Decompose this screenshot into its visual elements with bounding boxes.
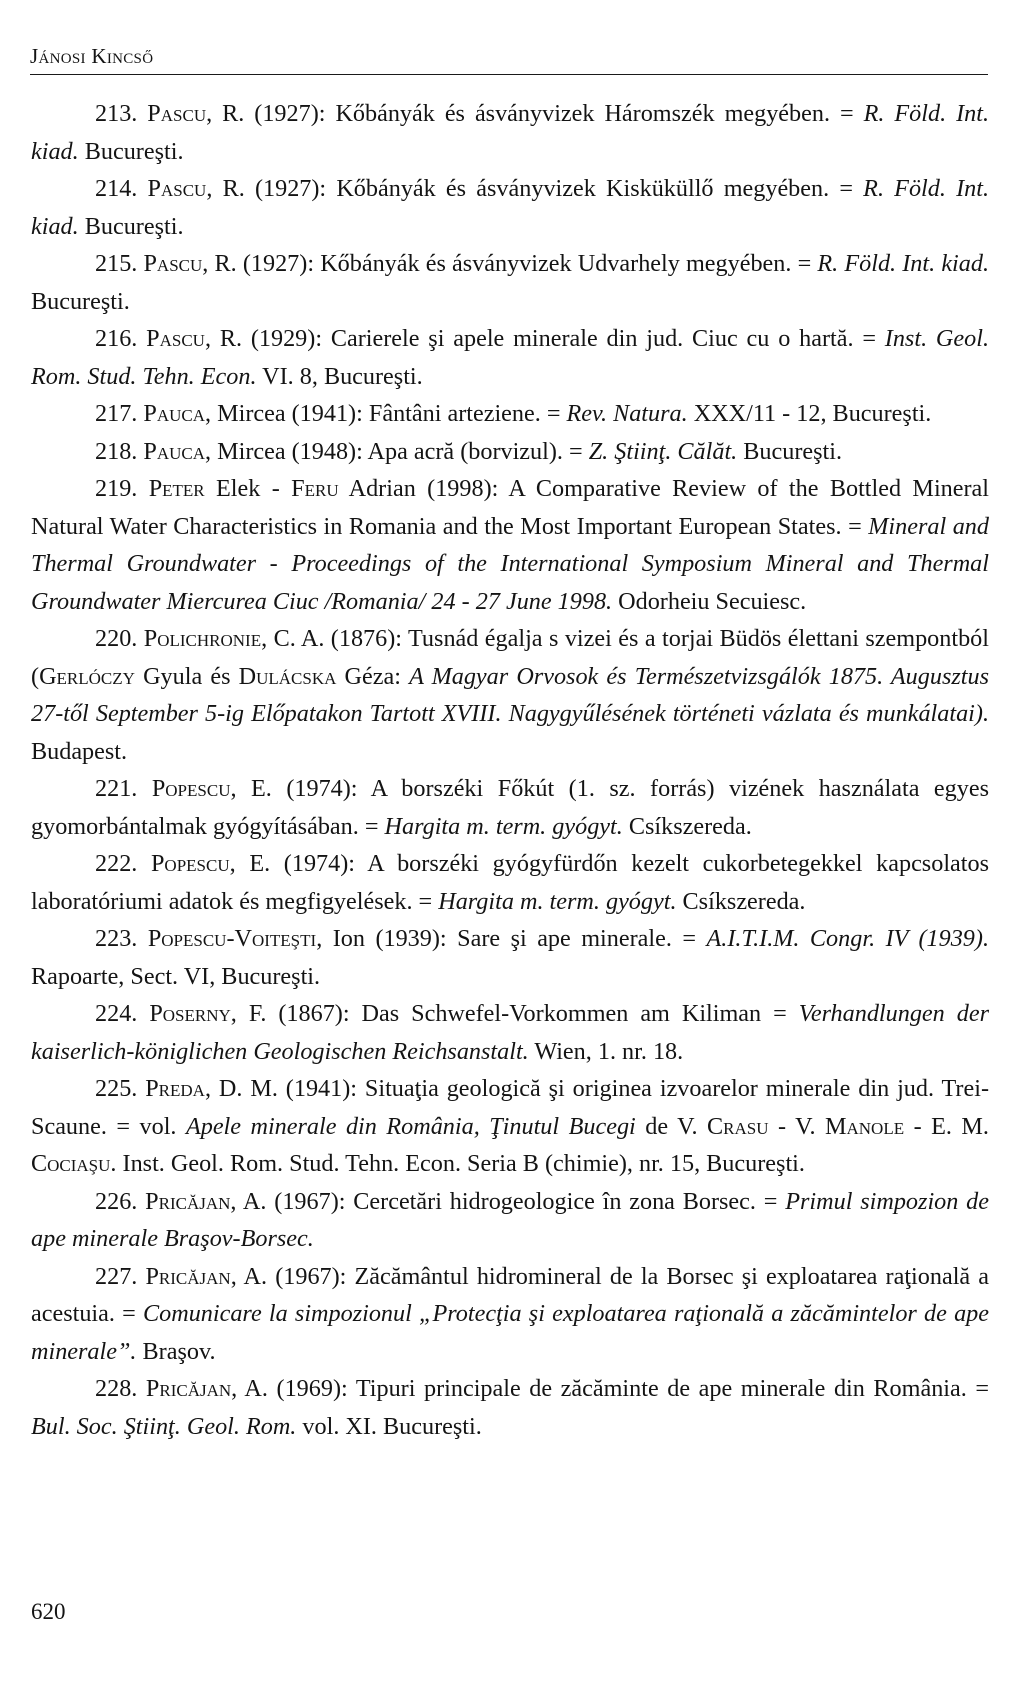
journal-title: Bul. Soc. Ştiinţ. Geol. Rom. (31, 1412, 297, 1440)
header-rule (30, 74, 988, 75)
bibliography-entry-227: 227. Pricăjan, A. (1967): Zăcământul hidromineral de la Borsec şi exploatarea raţională a acestuia. = Comunicare la simpozionul „Protecţia şi exploatarea raţională a zăcămintelor de ape minerale”. Braşov. (31, 1262, 990, 1365)
journal-title: Hargita m. term. gyógyt. (438, 887, 677, 915)
author-name: Pauca (143, 437, 205, 465)
author-name: Peter (148, 475, 205, 502)
author-name: Manole (824, 1112, 905, 1140)
author-name: Pascu (146, 325, 205, 352)
author-name: Cociaşu (31, 1150, 111, 1177)
journal-title: Hargita m. term. gyógyt. (384, 812, 623, 840)
author-name: Pricăjan (145, 1375, 232, 1402)
author-name: Poserny (149, 1000, 231, 1027)
journal-title: Apele minerale din România, Ţinutul Bucegi (185, 1112, 636, 1140)
author-name: Pascu (147, 100, 207, 127)
bibliography-entry-214: 214. Pascu, R. (1927): Kőbányák és ásványvizek Kisküküllő megyében. = R. Föld. Int. kiad. Bucureşti. (31, 175, 990, 240)
bibliography-entry-220: 220. Polichronie, C. A. (1876): Tusnád égalja s vizei és a torjai Büdös élettani szempontból (Gerlóczy Gyula és Dulácska Géza: A Magyar Orvosok és Természetvizsgálók 1875. Augusztus 27-től September 5-ig Előpatakon Tartott XVIII. Nagygyűlésének történeti vázlata és munkálatai). Budapest. (31, 625, 989, 765)
journal-title: Verhandlungen der kaiserlich-königlichen Geologischen Reichsanstalt. (31, 1000, 989, 1065)
author-name: Preda (145, 1075, 205, 1102)
running-head: Jánosi Kincső (30, 44, 154, 68)
bibliography-entry-221: 221. Popescu, E. (1974): A borszéki Főkút (1. sz. forrás) vizének használata egyes gyomorbántalmak gyógyításában. = Hargita m. term. gyógyt. Csíkszereda. (31, 775, 989, 840)
bibliography-entry-216: 216. Pascu, R. (1929): Carierele şi apele minerale din jud. Ciuc cu o hartă. = Inst. Geol. Rom. Stud. Tehn. Econ. VI. 8, Bucureşti. (31, 325, 989, 390)
journal-title: R. Föld. Int. kiad. (31, 175, 990, 240)
journal-title: Comunicare la simpozionul „Protecţia şi exploatarea raţională a zăcămintelor de ape minerale”. (31, 1300, 989, 1365)
author-name: Pascu (143, 250, 203, 277)
author-name: Popescu-Voiteşti (147, 925, 317, 952)
bibliography-entry-215: 215. Pascu, R. (1927): Kőbányák és ásványvizek Udvarhely megyében. = R. Föld. Int. kiad. Bucureşti. (31, 250, 990, 315)
author-name: Crasu (707, 1112, 769, 1140)
author-name: Pauca (143, 400, 205, 427)
journal-title: Mineral and Thermal Groundwater - Proceedings of the International Symposium Mineral and Thermal Groundwater Miercurea Ciuc /Romania/ 24 - 27 June 1998. (31, 512, 989, 615)
bibliography-entry-226: 226. Pricăjan, A. (1967): Cercetări hidrogeologice în zona Borsec. = Primul simpozion de ape minerale Braşov-Borsec. (31, 1187, 989, 1252)
bibliography-entry-224: 224. Poserny, F. (1867): Das Schwefel-Vorkommen am Kiliman = Verhandlungen der kaiserlich-königlichen Geologischen Reichsanstalt. Wien, 1. nr. 18. (31, 1000, 989, 1065)
bibliography-entry-228: 228. Pricăjan, A. (1969): Tipuri principale de zăcăminte de ape minerale din România. = Bul. Soc. Ştiinţ. Geol. Rom. vol. XI. Bucureşti. (31, 1375, 990, 1440)
bibliography-entry-222: 222. Popescu, E. (1974): A borszéki gyógyfürdőn kezelt cukorbetegekkel kapcsolatos laboratóriumi adatok és megfigyelések. = Hargita m. term. gyógyt. Csíkszereda. (31, 850, 989, 915)
author-name: Polichronie (143, 625, 262, 652)
bibliography-entry-223: 223. Popescu-Voiteşti, Ion (1939): Sare şi ape minerale. = A.I.T.I.M. Congr. IV (1939). Rapoarte, Sect. VI, Bucureşti. (31, 925, 989, 990)
bibliography-entry-219: 219. Peter Elek - Feru Adrian (1998): A Comparative Review of the Bottled Mineral Natural Water Characteristics in Romania and the Most Important European States. = Mineral and Thermal Groundwater - Proceedings of the International Symposium Mineral and Thermal Groundwater Miercurea Ciuc /Romania/ 24 - 27 June 1998. Odorheiu Secuiesc. (31, 475, 989, 615)
journal-title: Z. Ştiinţ. Călăt. (588, 437, 738, 465)
journal-title: A.I.T.I.M. Congr. IV (1939). (706, 925, 989, 952)
journal-title: A Magyar Orvosok és Természetvizsgálók 1875. Augusztus 27-től September 5-ig Előpatakon Tartott XVIII. Nagygyűlésének történeti vázlata és munkálatai). (31, 662, 989, 727)
bibliography-entry-225: 225. Preda, D. M. (1941): Situaţia geologică şi originea izvoarelor minerale din jud. Trei-Scaune. = vol. Apele minerale din România, Ţinutul Bucegi de V. Crasu - V. Manole - E. M. Cociaşu. Inst. Geol. Rom. Stud. Tehn. Econ. Seria B (chimie), nr. 15, Bucureşti. (31, 1075, 989, 1177)
journal-title: Inst. Geol. Rom. Stud. Tehn. Econ. (31, 325, 989, 390)
author-name: Pricăjan (145, 1262, 231, 1290)
page-number: 620 (31, 1599, 66, 1624)
journal-title: R. Föld. Int. kiad. (31, 100, 989, 165)
bibliography-entry-217: 217. Pauca, Mircea (1941): Fântâni arteziene. = Rev. Natura. XXX/11 - 12, Bucureşti. (95, 400, 932, 427)
author-name: Popescu (150, 850, 230, 877)
author-name: Gerlóczy (39, 662, 135, 690)
journal-title: R. Föld. Int. kiad. (817, 250, 990, 277)
journal-title: Primul simpozion de ape minerale Braşov-Borsec. (31, 1187, 989, 1252)
author-name: Feru (291, 475, 339, 502)
bibliography-list (31, 95, 989, 1445)
journal-title: Rev. Natura. (566, 400, 688, 427)
author-name: Pricăjan (145, 1187, 231, 1215)
author-name: Pascu (147, 175, 207, 202)
author-name: Dulácska (238, 662, 337, 690)
bibliography-entry-218: 218. Pauca, Mircea (1948): Apa acră (borvizul). = Z. Ştiinţ. Călăt. Bucureşti. (95, 437, 843, 465)
bibliography-entry-213: 213. Pascu, R. (1927): Kőbányák és ásványvizek Háromszék megyében. = R. Föld. Int. kiad. Bucureşti. (31, 100, 989, 165)
author-name: Popescu (151, 775, 231, 802)
